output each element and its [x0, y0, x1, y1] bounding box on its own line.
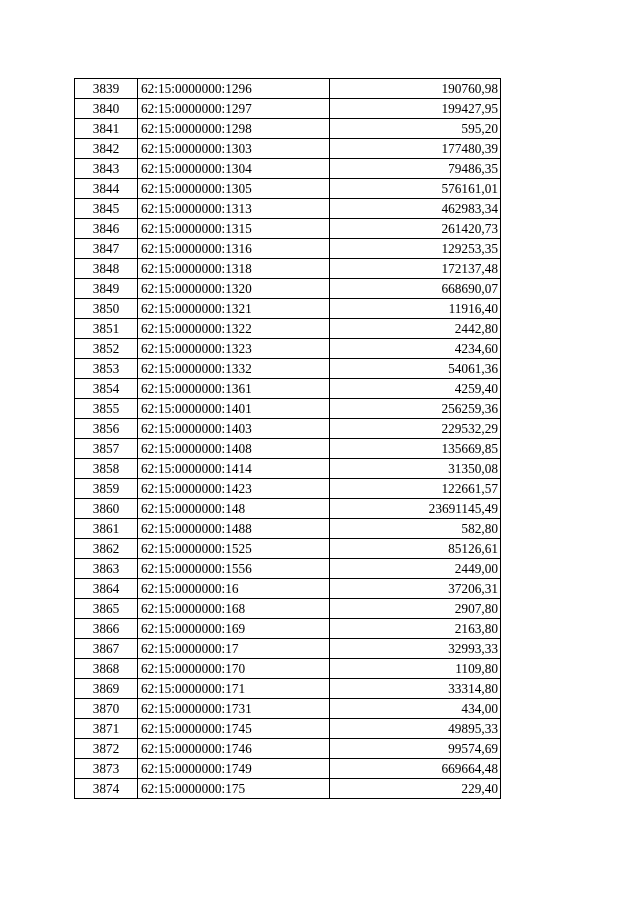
row-number-cell: 3841 — [75, 119, 138, 139]
cadastral-value-cell: 2907,80 — [330, 599, 501, 619]
row-number-cell: 3848 — [75, 259, 138, 279]
cadastral-number-cell: 62:15:0000000:1315 — [138, 219, 330, 239]
row-number-cell: 3861 — [75, 519, 138, 539]
table-body — [75, 79, 501, 799]
cadastral-value-cell: 49895,33 — [330, 719, 501, 739]
cadastral-number-cell: 62:15:0000000:1403 — [138, 419, 330, 439]
cadastral-number-cell: 62:15:0000000:1313 — [138, 199, 330, 219]
row-number-cell: 3847 — [75, 239, 138, 259]
cadastral-number-cell: 62:15:0000000:1298 — [138, 119, 330, 139]
cadastral-value-cell: 135669,85 — [330, 439, 501, 459]
cadastral-value-cell: 23691145,49 — [330, 499, 501, 519]
cadastral-value-cell: 85126,61 — [330, 539, 501, 559]
table-row — [75, 499, 501, 519]
table-row — [75, 639, 501, 659]
row-number-cell: 3842 — [75, 139, 138, 159]
cadastral-value-cell: 2449,00 — [330, 559, 501, 579]
row-number-cell: 3872 — [75, 739, 138, 759]
cadastral-value-cell: 122661,57 — [330, 479, 501, 499]
table-row — [75, 739, 501, 759]
row-number-cell: 3850 — [75, 299, 138, 319]
row-number-cell: 3874 — [75, 779, 138, 799]
cadastral-value-cell: 261420,73 — [330, 219, 501, 239]
row-number-cell: 3854 — [75, 379, 138, 399]
table-row — [75, 459, 501, 479]
cadastral-number-cell: 62:15:0000000:1316 — [138, 239, 330, 259]
row-number-cell: 3840 — [75, 99, 138, 119]
cadastral-number-cell: 62:15:0000000:17 — [138, 639, 330, 659]
table-row — [75, 779, 501, 799]
cadastral-value-cell: 4234,60 — [330, 339, 501, 359]
table-row — [75, 679, 501, 699]
row-number-cell: 3865 — [75, 599, 138, 619]
table-row — [75, 299, 501, 319]
cadastral-number-cell: 62:15:0000000:1745 — [138, 719, 330, 739]
cadastral-value-cell: 11916,40 — [330, 299, 501, 319]
cadastral-number-cell: 62:15:0000000:1321 — [138, 299, 330, 319]
table-row — [75, 119, 501, 139]
cadastral-number-cell: 62:15:0000000:169 — [138, 619, 330, 639]
row-number-cell: 3844 — [75, 179, 138, 199]
row-number-cell: 3868 — [75, 659, 138, 679]
cadastral-value-cell: 177480,39 — [330, 139, 501, 159]
cadastral-value-cell: 256259,36 — [330, 399, 501, 419]
table-row — [75, 579, 501, 599]
table-row — [75, 239, 501, 259]
cadastral-number-cell: 62:15:0000000:1318 — [138, 259, 330, 279]
cadastral-number-cell: 62:15:0000000:1304 — [138, 159, 330, 179]
cadastral-value-cell: 199427,95 — [330, 99, 501, 119]
cadastral-value-cell: 229532,29 — [330, 419, 501, 439]
cadastral-number-cell: 62:15:0000000:175 — [138, 779, 330, 799]
table-row — [75, 659, 501, 679]
table-row — [75, 399, 501, 419]
cadastral-value-cell: 172137,48 — [330, 259, 501, 279]
row-number-cell: 3870 — [75, 699, 138, 719]
cadastral-number-cell: 62:15:0000000:1305 — [138, 179, 330, 199]
cadastral-value-cell: 4259,40 — [330, 379, 501, 399]
cadastral-number-cell: 62:15:0000000:1303 — [138, 139, 330, 159]
cadastral-value-table — [74, 78, 501, 799]
table-row — [75, 619, 501, 639]
cadastral-number-cell: 62:15:0000000:171 — [138, 679, 330, 699]
cadastral-number-cell: 62:15:0000000:1746 — [138, 739, 330, 759]
cadastral-number-cell: 62:15:0000000:1749 — [138, 759, 330, 779]
cadastral-value-cell: 129253,35 — [330, 239, 501, 259]
table-row — [75, 559, 501, 579]
cadastral-number-cell: 62:15:0000000:1556 — [138, 559, 330, 579]
cadastral-value-cell: 434,00 — [330, 699, 501, 719]
cadastral-number-cell: 62:15:0000000:1414 — [138, 459, 330, 479]
table-row — [75, 99, 501, 119]
cadastral-number-cell: 62:15:0000000:1488 — [138, 519, 330, 539]
table-row — [75, 259, 501, 279]
cadastral-number-cell: 62:15:0000000:1731 — [138, 699, 330, 719]
cadastral-number-cell: 62:15:0000000:1297 — [138, 99, 330, 119]
cadastral-number-cell: 62:15:0000000:1322 — [138, 319, 330, 339]
table-row — [75, 139, 501, 159]
table-row — [75, 79, 501, 99]
row-number-cell: 3843 — [75, 159, 138, 179]
table-row — [75, 359, 501, 379]
document-page — [74, 78, 500, 799]
cadastral-number-cell: 62:15:0000000:1408 — [138, 439, 330, 459]
cadastral-value-cell: 2442,80 — [330, 319, 501, 339]
cadastral-value-cell: 576161,01 — [330, 179, 501, 199]
table-row — [75, 379, 501, 399]
table-row — [75, 699, 501, 719]
table-row — [75, 539, 501, 559]
cadastral-value-cell: 669664,48 — [330, 759, 501, 779]
row-number-cell: 3846 — [75, 219, 138, 239]
cadastral-number-cell: 62:15:0000000:1423 — [138, 479, 330, 499]
cadastral-value-cell: 595,20 — [330, 119, 501, 139]
row-number-cell: 3871 — [75, 719, 138, 739]
cadastral-number-cell: 62:15:0000000:1361 — [138, 379, 330, 399]
row-number-cell: 3852 — [75, 339, 138, 359]
cadastral-number-cell: 62:15:0000000:1401 — [138, 399, 330, 419]
cadastral-value-cell: 2163,80 — [330, 619, 501, 639]
row-number-cell: 3859 — [75, 479, 138, 499]
row-number-cell: 3839 — [75, 79, 138, 99]
row-number-cell: 3860 — [75, 499, 138, 519]
row-number-cell: 3858 — [75, 459, 138, 479]
table-row — [75, 219, 501, 239]
cadastral-number-cell: 62:15:0000000:1332 — [138, 359, 330, 379]
table-row — [75, 599, 501, 619]
cadastral-value-cell: 37206,31 — [330, 579, 501, 599]
cadastral-value-cell: 582,80 — [330, 519, 501, 539]
table-row — [75, 339, 501, 359]
table-row — [75, 199, 501, 219]
table-row — [75, 419, 501, 439]
cadastral-number-cell: 62:15:0000000:148 — [138, 499, 330, 519]
cadastral-value-cell: 190760,98 — [330, 79, 501, 99]
cadastral-number-cell: 62:15:0000000:1320 — [138, 279, 330, 299]
row-number-cell: 3855 — [75, 399, 138, 419]
cadastral-value-cell: 54061,36 — [330, 359, 501, 379]
cadastral-number-cell: 62:15:0000000:1525 — [138, 539, 330, 559]
table-row — [75, 439, 501, 459]
table-row — [75, 519, 501, 539]
cadastral-value-cell: 1109,80 — [330, 659, 501, 679]
cadastral-value-cell: 668690,07 — [330, 279, 501, 299]
row-number-cell: 3856 — [75, 419, 138, 439]
row-number-cell: 3863 — [75, 559, 138, 579]
row-number-cell: 3853 — [75, 359, 138, 379]
cadastral-value-cell: 79486,35 — [330, 159, 501, 179]
table-row — [75, 759, 501, 779]
cadastral-number-cell: 62:15:0000000:170 — [138, 659, 330, 679]
row-number-cell: 3869 — [75, 679, 138, 699]
cadastral-value-cell: 99574,69 — [330, 739, 501, 759]
row-number-cell: 3873 — [75, 759, 138, 779]
row-number-cell: 3845 — [75, 199, 138, 219]
table-row — [75, 479, 501, 499]
cadastral-number-cell: 62:15:0000000:16 — [138, 579, 330, 599]
row-number-cell: 3849 — [75, 279, 138, 299]
cadastral-value-cell: 32993,33 — [330, 639, 501, 659]
row-number-cell: 3862 — [75, 539, 138, 559]
cadastral-value-cell: 229,40 — [330, 779, 501, 799]
row-number-cell: 3867 — [75, 639, 138, 659]
table-row — [75, 179, 501, 199]
row-number-cell: 3864 — [75, 579, 138, 599]
table-row — [75, 279, 501, 299]
cadastral-value-cell: 31350,08 — [330, 459, 501, 479]
table-row — [75, 159, 501, 179]
cadastral-number-cell: 62:15:0000000:1296 — [138, 79, 330, 99]
cadastral-value-cell: 462983,34 — [330, 199, 501, 219]
row-number-cell: 3851 — [75, 319, 138, 339]
table-row — [75, 719, 501, 739]
cadastral-number-cell: 62:15:0000000:1323 — [138, 339, 330, 359]
table-row — [75, 319, 501, 339]
cadastral-value-cell: 33314,80 — [330, 679, 501, 699]
cadastral-number-cell: 62:15:0000000:168 — [138, 599, 330, 619]
row-number-cell: 3857 — [75, 439, 138, 459]
row-number-cell: 3866 — [75, 619, 138, 639]
